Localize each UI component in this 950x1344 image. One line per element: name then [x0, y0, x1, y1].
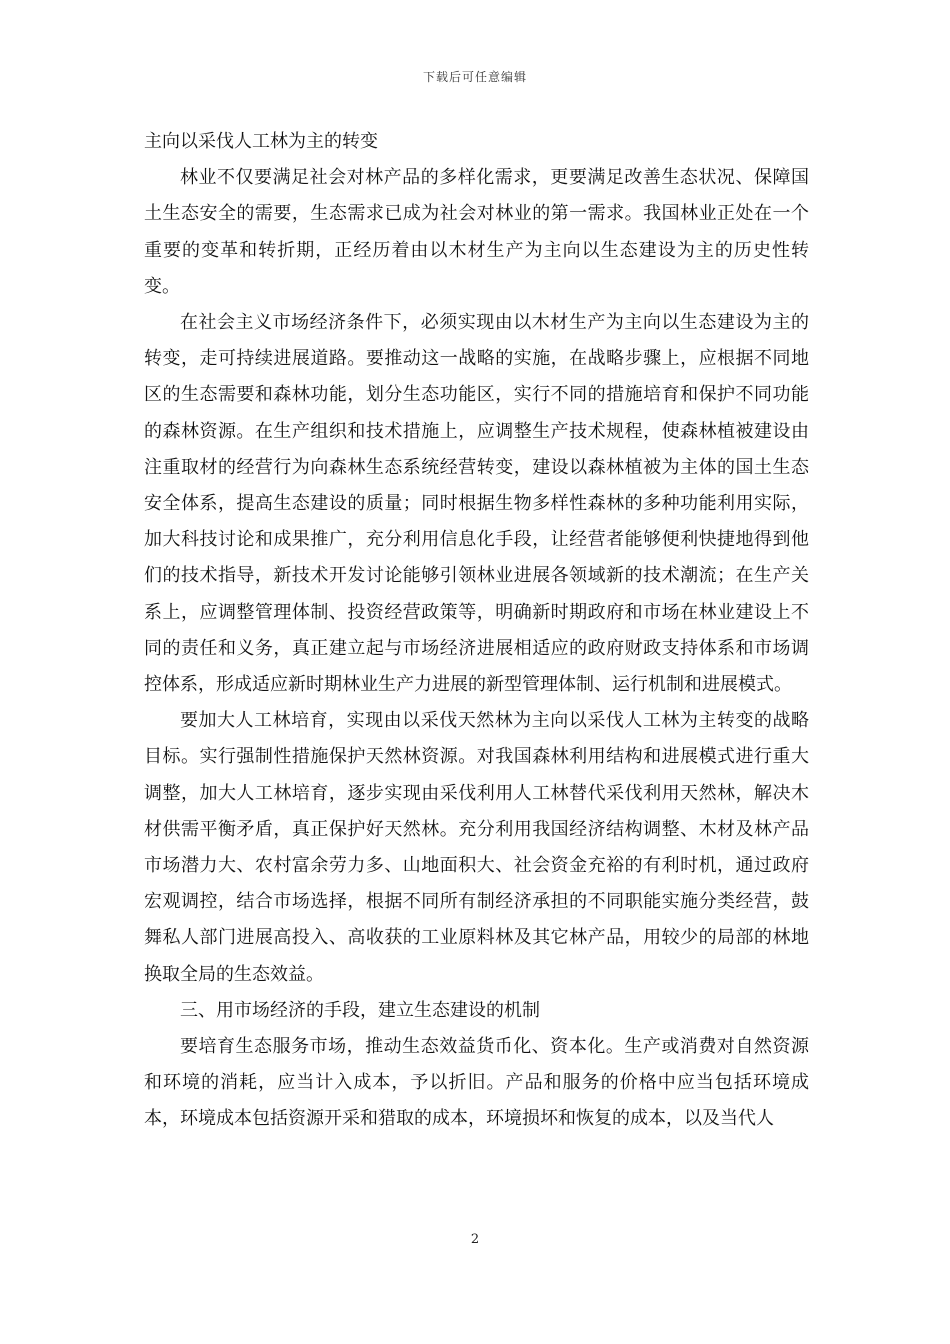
section-heading: 三、用市场经济的手段，建立生态建设的机制: [180, 999, 540, 1021]
page-header: 下载后可任意编辑: [422, 70, 527, 84]
paragraph-continuation: 主向以采伐人工林为主的转变: [144, 131, 378, 152]
paragraph: 林业不仅要满足社会对林产品的多样化需求，更要满足改善生态状况、保障国土生态安全的需要，生态需求已成为社会对林业的第一需求。我国林业正处在一个重要的变革和转折期，正经历着由以木材生产为主向以生态建设为主的历史性转变。: [144, 167, 809, 297]
paragraph: 要培育生态服务市场，推动生态效益货币化、资本化。生产或消费对自然资源和环境的消耗，应当计入成本，予以折旧。产品和服务的价格中应当包括环境成本，环境成本包括资源开采和猎取的成本，环境损坏和恢复的成本，以及当代人: [144, 1036, 809, 1130]
body-text: [144, 124, 809, 1138]
paragraph: 在社会主义市场经济条件下，必须实现由以木材生产为主向以生态建设为主的转变，走可持续进展道路。要推动这一战略的实施，在战略步骤上，应根据不同地区的生态需要和森林功能，划分生态功能区，实行不同的措施培育和保护不同功能的森林资源。在生产组织和技术措施上，应调整生产技术规程，使森林植被建设由注重取材的经营行为向森林生态系统经营转变，建设以森林植被为主体的国土生态安全体系，提高生态建设的质量；同时根据生物多样性森林的多种功能利用实际，加大科技讨论和成果推广，充分利用信息化手段，让经营者能够便利快捷地得到他们的技术指导，新技术开发讨论能够引领林业进展各领域新的技术潮流；在生产关系上，应调整管理体制、投资经营政策等，明确新时期政府和市场在林业建设上不同的责任和义务，真正建立起与市场经济进展相适应的政府财政支持体系和市场调控体系，形成适应新时期林业生产力进展的新型管理体制、运行机制和进展模式。: [144, 312, 809, 696]
page-number: 2: [470, 1232, 480, 1247]
paragraph: 要加大人工林培育，实现由以采伐天然林为主向以采伐人工林为主转变的战略目标。实行强制性措施保护天然林资源。对我国森林利用结构和进展模式进行重大调整，加大人工林培育，逐步实现由采伐利用人工林替代采伐利用天然林，解决木材供需平衡矛盾，真正保护好天然林。充分利用我国经济结构调整、木材及林产品市场潜力大、农村富余劳力多、山地面积大、社会资金充裕的有利时机，通过政府宏观调控，结合市场选择，根据不同所有制经济承担的不同职能实施分类经营，鼓舞私人部门进展高投入、高收获的工业原料林及其它林产品，用较少的局部的林地换取全局的生态效益。: [144, 710, 809, 985]
